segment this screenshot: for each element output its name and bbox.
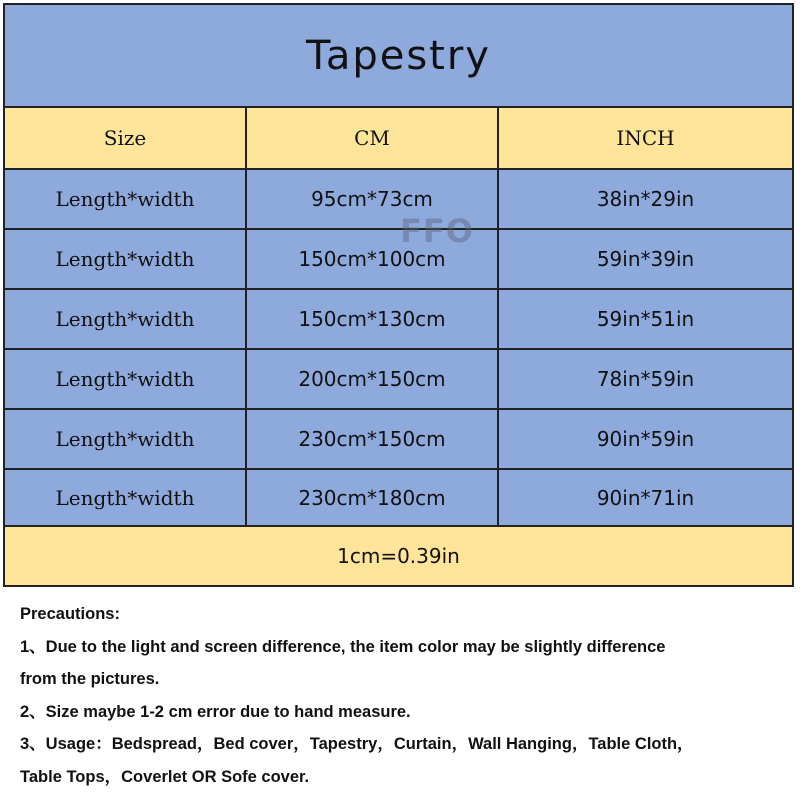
row-label: Length*width <box>5 170 245 228</box>
conversion-row <box>5 527 792 585</box>
table-row <box>5 410 792 468</box>
note-1a: 1、Due to the light and screen difference, the item color may be slightly difference <box>20 637 666 656</box>
row-inch: 78in*59in <box>499 350 792 408</box>
table-row <box>5 170 792 228</box>
row-inch: 38in*29in <box>499 170 792 228</box>
table-row <box>5 470 792 525</box>
row-label: Length*width <box>5 350 245 408</box>
watermark: FFO <box>400 212 474 250</box>
row-inch: 59in*51in <box>499 290 792 348</box>
precautions <box>20 598 790 793</box>
note-2: 2、Size maybe 1-2 cm error due to hand measure. <box>20 702 411 721</box>
table-row <box>5 230 792 288</box>
header-inch: INCH <box>499 108 792 168</box>
title-row <box>5 5 792 106</box>
row-inch: 90in*71in <box>499 470 792 525</box>
precautions-heading: Precautions: <box>20 605 120 623</box>
row-inch: 90in*59in <box>499 410 792 468</box>
row-cm: 95cm*73cm <box>247 170 497 228</box>
note-3a: 3、Usage：Bedspread，Bed cover，Tapestry，Curtain，Wall Hanging，Table Cloth， <box>20 735 694 753</box>
row-cm: 230cm*150cm <box>247 410 497 468</box>
table-title: Tapestry <box>306 32 491 79</box>
row-label: Length*width <box>5 470 245 525</box>
row-cm: 150cm*130cm <box>247 290 497 348</box>
table-row <box>5 350 792 408</box>
header-size: Size <box>5 108 245 168</box>
row-label: Length*width <box>5 290 245 348</box>
table-row <box>5 290 792 348</box>
header-row <box>5 108 792 168</box>
conversion-note: 1cm=0.39in <box>5 527 792 585</box>
size-table <box>3 3 794 587</box>
row-label: Length*width <box>5 410 245 468</box>
row-cm: 150cm*100cm <box>247 230 497 288</box>
row-cm: 230cm*180cm <box>247 470 497 525</box>
row-inch: 59in*39in <box>499 230 792 288</box>
row-label: Length*width <box>5 230 245 288</box>
row-cm: 200cm*150cm <box>247 350 497 408</box>
note-3b: Table Tops，Coverlet OR Sofe cover. <box>20 767 310 786</box>
note-1b: from the pictures. <box>20 670 160 688</box>
header-cm: CM <box>247 108 497 168</box>
